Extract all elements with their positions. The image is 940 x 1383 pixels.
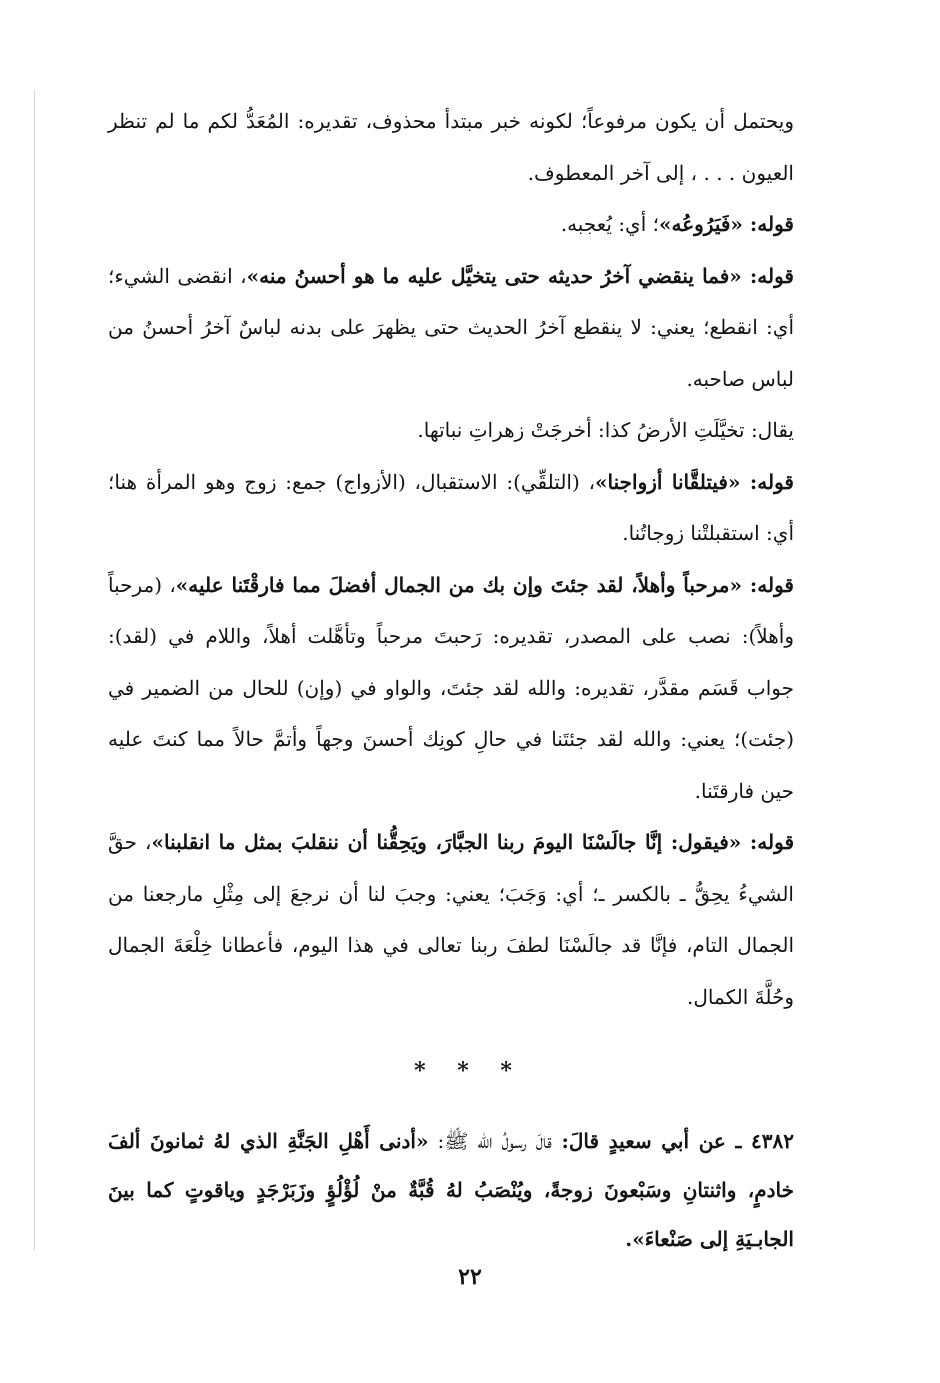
page-body (108, 96, 830, 1264)
page-number: ٢٢ (458, 1264, 482, 1290)
hadith-attribution: قالَ رسولُ الله ﷺ: (428, 1129, 552, 1153)
paragraph-2 (108, 199, 830, 251)
paragraph-3-quote: «فما ينقضي آخرُ حديثه حتى يتخيَّل عليه ما هو أحسنُ منه» (246, 263, 742, 288)
paragraph-1 (108, 96, 830, 199)
section-separator: * * * (414, 1058, 524, 1084)
paragraph-7 (108, 817, 830, 1023)
page-edge-shadow (34, 90, 35, 1250)
paragraph-3 (108, 251, 830, 406)
paragraph-6 (108, 560, 830, 818)
paragraph-1-text: ويحتمل أن يكون مرفوعاً؛ لكونه خبر مبتدأ محذوف، تقديره: المُعَدُّ لكم ما لم تنظر العيون . . . ، إلى آخر المعطوف. (108, 109, 794, 185)
paragraph-5-quote: «فيتلقَّانا أزواجنا» (595, 469, 741, 494)
hadith-text: «أدنى أَهْلِ الجَنَّةِ الذي لهُ ثمانونَ ألفَ خادمٍ، واثنتانِ وسَبْعونَ زوجةً، ويُنْصَبُ لهُ قُبَّةٌ منْ لُؤْلُؤٍ وزَبَرْجَدٍ وياقوتٍ كما بينَ الجابـيَةِ إلى صَنْعاءَ». (108, 1129, 794, 1251)
paragraph-2-label: قوله: (742, 212, 794, 236)
paragraph-2-text: ؛ أي: يُعجبه. (560, 212, 659, 236)
paragraph-6-quote: «مرحباً وأهلاً، لقد جئتَ وإن بك من الجمال أفضلَ مما فارقْتَنا عليه» (175, 572, 742, 597)
paragraph-7-quote: «فيقول: إنَّا جالَسْنَا اليومَ ربنا الجبَّارَ، ويَحِقُّنا أن ننقلبَ بمثل ما انقلبنا» (151, 830, 742, 854)
paragraph-7-label: قوله: (741, 830, 795, 854)
paragraph-5-text: ، (التلقِّي): الاستقبال، (الأزواج) جمع: زوج وهو المرأة هنا؛ أي: استقبلتْنا زوجاتُنا. (108, 469, 794, 545)
paragraph-3-label: قوله: (741, 263, 794, 288)
paragraph-5 (108, 457, 830, 560)
hadith-number-intro: ٤٣٨٢ ـ عن أبي سعيدٍ قالَ: (551, 1129, 795, 1153)
paragraph-4-text: يقال: تخيَّلَتِ الأرضُ كذا: أخرجَتْ زهراتِ نباتها. (417, 418, 794, 442)
paragraph-4 (108, 405, 830, 457)
paragraph-2-quote: «فَيَرُوعُه» (658, 212, 743, 236)
hadith-paragraph (108, 1117, 830, 1264)
paragraph-6-text: ، (مرحباً وأهلاً): نصب على المصدر، تقديره: رَحبتَ مرحباً وتأهَّلت أهلاً، واللام في (لقد): جواب قَسَم مقدَّر، تقديره: والله لقد جئتَ، والواو في (وإن) للحال من الضمير في (جئت)؛ يعني: والله لقد جئتَنا في حالِ كونِك أحسنَ وجهاً وأتمَّ حالاً مما كنتَ عليه حين فارقتَنا. (108, 572, 794, 803)
paragraph-7-text: ، حقَّ الشيءُ يحِقُّ ـ بالكسر ـ؛ أي: وَجَبَ؛ يعني: وجبَ لنا أن نرجعَ إلى مِثْلِ مارجعنا من الجمال التام، فإنَّا قد جالَسْنَا لطفَ ربنا تعالى في هذا اليوم، فأعطانا خِلْعَةَ الجمال وحُلَّةَ الكمال. (108, 830, 794, 1009)
paragraph-3-text: ، انقضى الشيء؛ أي: انقطع؛ يعني: لا ينقطع آخرُ الحديث حتى يظهرَ على بدنه لباسٌ آخرُ أحسنُ من لباس صاحبه. (108, 263, 794, 391)
paragraph-5-label: قوله: (740, 469, 794, 494)
paragraph-6-label: قوله: (742, 572, 794, 597)
